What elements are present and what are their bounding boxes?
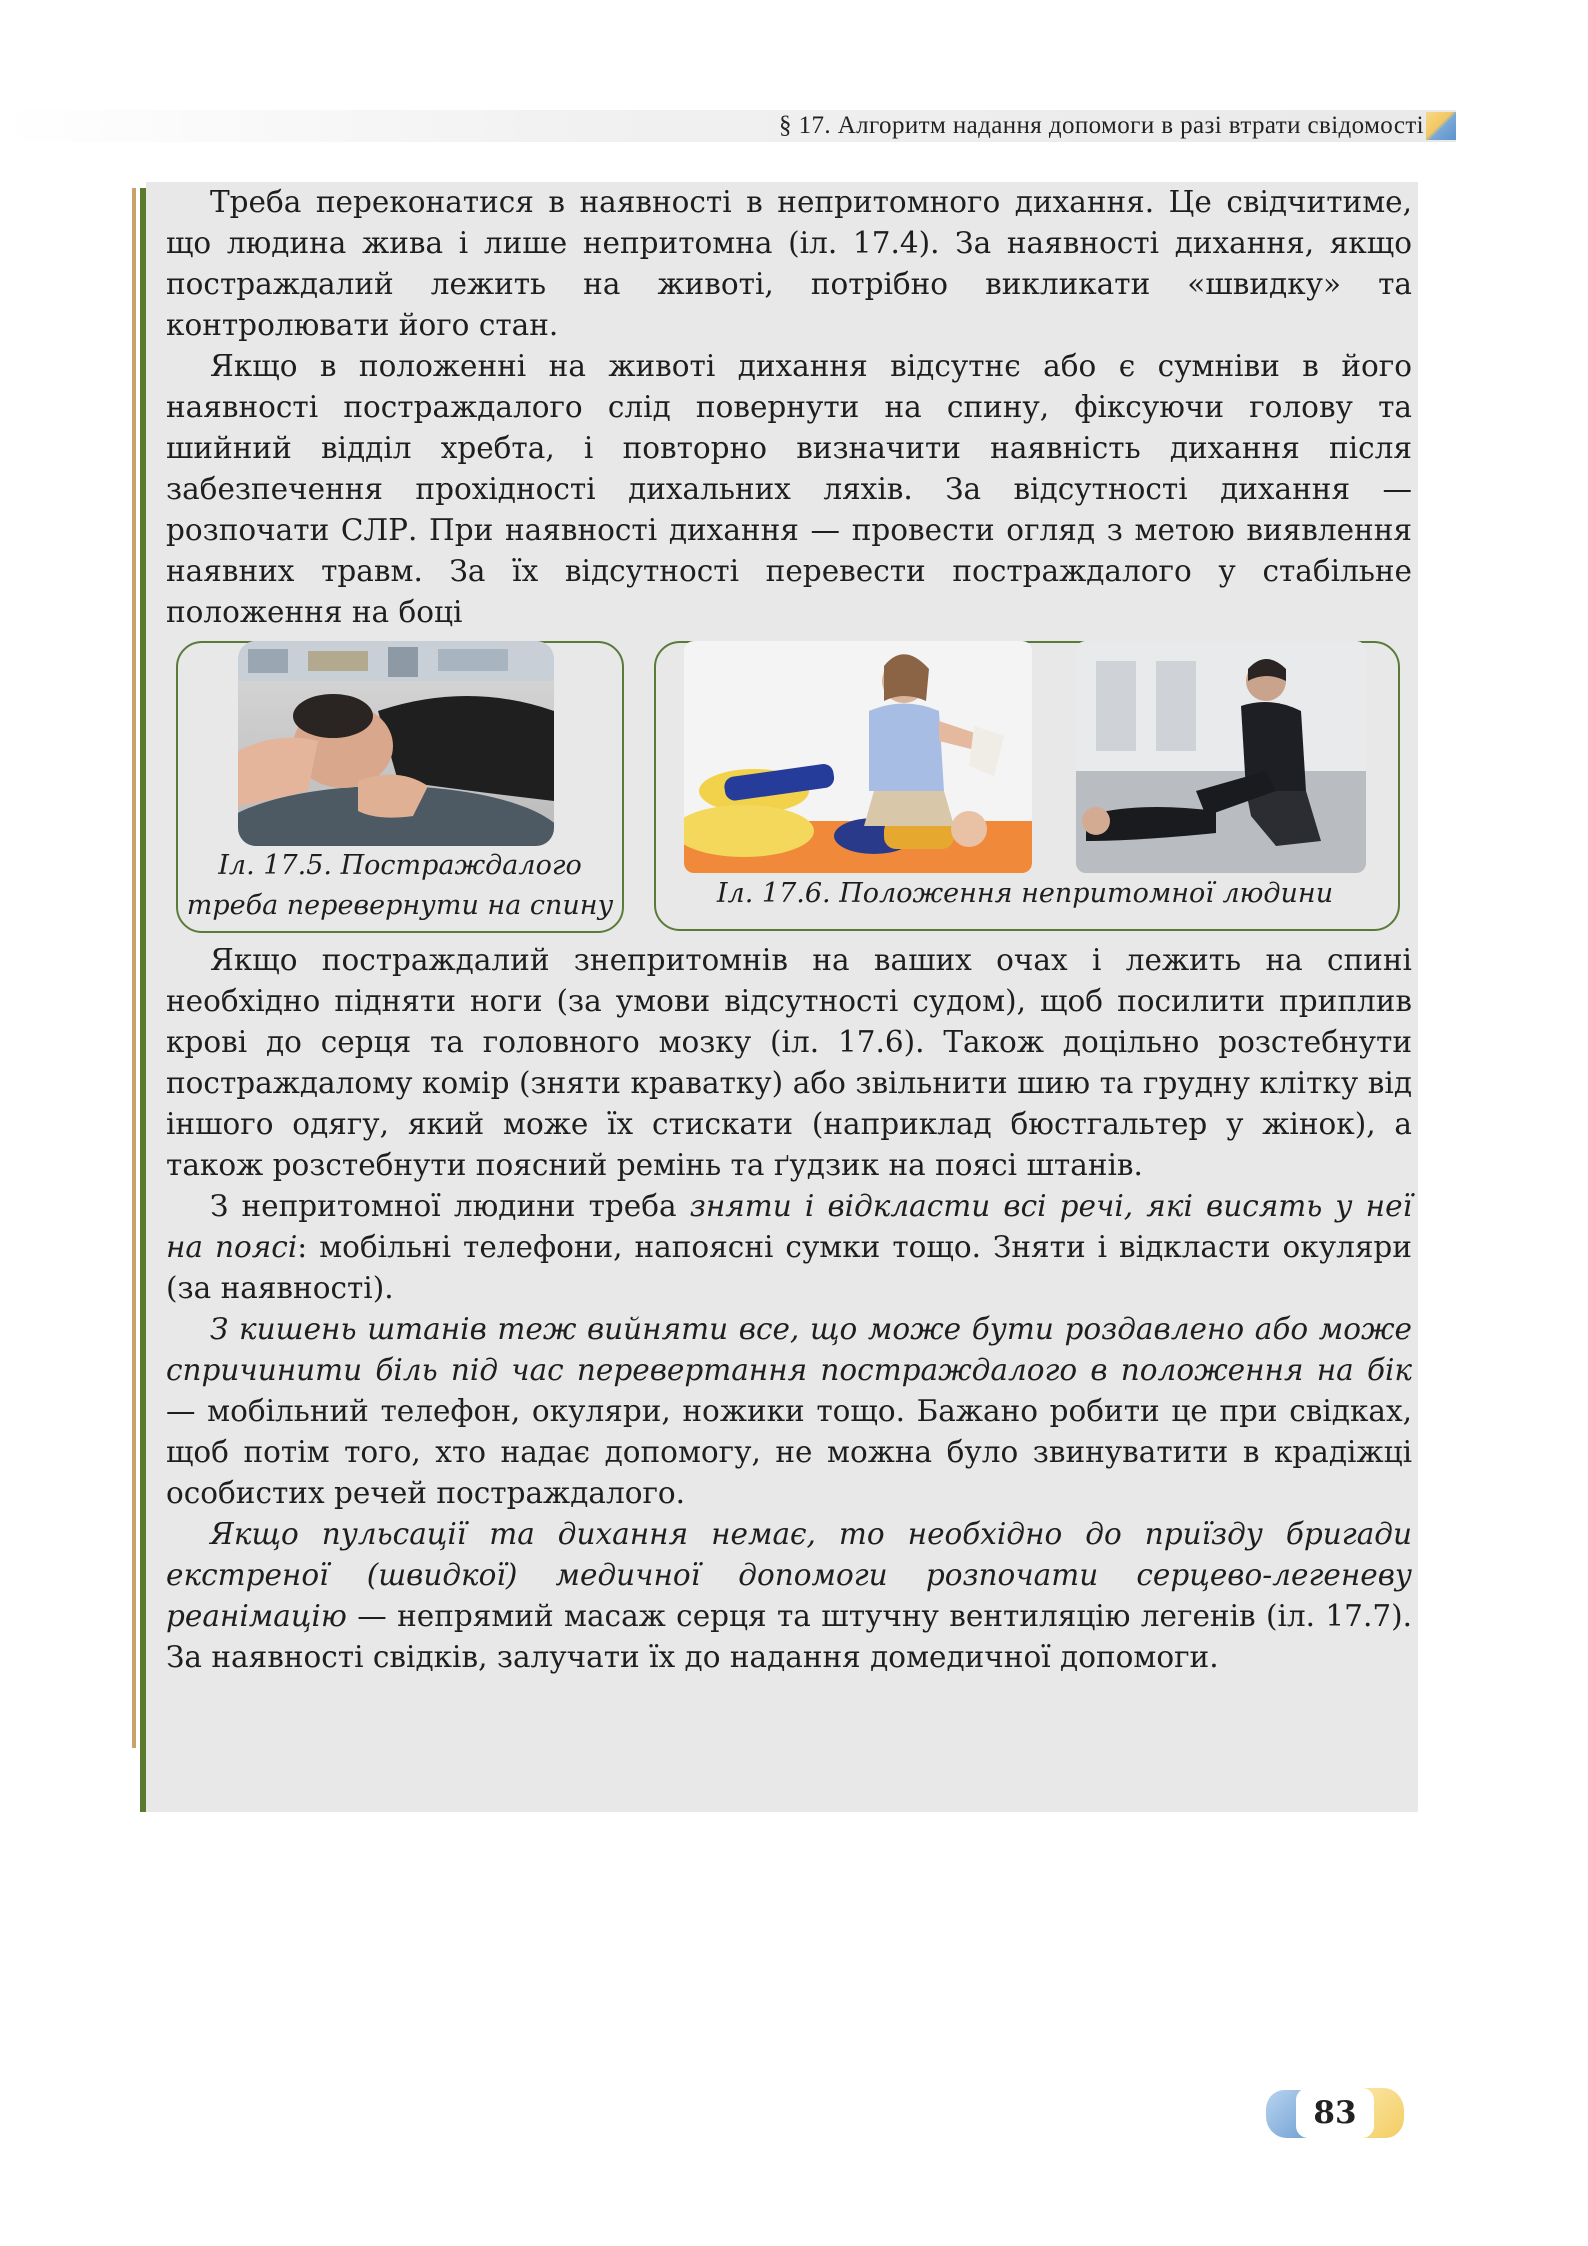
- italic-run: З кишень штанів теж вийняти все, що може бути роздавлено або може спричинити біль під час перевертання постраждалого в положення на бік: [166, 1312, 1412, 1387]
- text-block-bottom: [166, 940, 1412, 1678]
- text-block-top: [166, 182, 1412, 633]
- figure-17-5-caption-line2: треба перевернути на спину: [186, 890, 614, 921]
- header-corner-decoration: [1426, 112, 1456, 140]
- figure-17-5-caption: [176, 846, 624, 926]
- side-bar-dark: [140, 188, 146, 1812]
- figure-17-6-caption: Іл. 17.6. Положення непритомної людини: [716, 878, 1334, 909]
- side-bar-light: [132, 188, 136, 1748]
- paragraph: [166, 1186, 1412, 1309]
- italic-run: зняти і відкласти всі речі, які висять у неї на поясі: [166, 1189, 1412, 1264]
- page-number-badge: [1266, 2084, 1406, 2142]
- paragraph: [166, 1514, 1412, 1678]
- text-run: З непритомної людини треба: [210, 1189, 690, 1223]
- text-run: : мобільні телефони, напоясні сумки тощо. Зняти і відкласти окуляри (за наявності).: [166, 1230, 1412, 1305]
- paragraph: Якщо постраждалий знепритомнів на ваших очах і лежить на спині необхідно підняти ноги (за умови відсутності судом), щоб посилити приплив крові до серця та головного мозку (іл. 17.6). Також доцільно розстебнути постраждалому комір (зняти краватку) або звільнити шию та грудну клітку від іншого одягу, який може їх стискати (наприклад бюстгальтер у жінок), а також розстебнути поясний ремінь та ґудзик на поясі штанів.: [166, 943, 1412, 1182]
- figure-17-6-photo-left: [684, 641, 1032, 873]
- figure-17-6-photo-right: [1076, 641, 1366, 873]
- figure-17-5-photo: [238, 641, 554, 846]
- paragraph: Треба переконатися в наявності в непритомного дихання. Це свідчитиме, що людина жива і лише непритомна (іл. 17.4). За наявності дихання, якщо постраждалий лежить на животі, потрібно викликати «швидку» та контролювати його стан.: [166, 185, 1412, 342]
- paragraph: Якщо в положенні на животі дихання відсутнє або є сумніви в його наявності постраждалого слід повернути на спину, фіксуючи голову та шийний відділ хребта, і повторно визначити наявність дихання після забезпечення прохідності дихальних ляхів. За відсутності дихання — розпочати СЛР. При наявності дихання — провести огляд з метою виявлення наявних травм. За їх відсутності перевести постраждалого у стабільне положення на боці: [166, 349, 1412, 629]
- paragraph: [166, 1309, 1412, 1514]
- page-number: 83: [1296, 2088, 1374, 2138]
- text-run: — непрямий масаж серця та штучну вентиляцію легенів (іл. 17.7). За наявності свідків, залучати їх до надання домедичної допомоги.: [166, 1599, 1412, 1674]
- italic-run: Якщо пульсації та дихання немає, то необхідно до приїзду бригади екстреної (швидкої) медичної допомоги розпочати серцево-легеневу реанімацію: [166, 1517, 1412, 1633]
- text-run: — мобільний телефон, окуляри, ножики тощо. Бажано робити це при свідках, щоб потім того, хто надає допомогу, не можна було звинуватити в крадіжці особистих речей постраждалого.: [166, 1394, 1412, 1510]
- figure-17-5-caption-line1: Іл. 17.5. Постраждалого: [218, 850, 582, 881]
- section-title: § 17. Алгоритм надання допомоги в разі втрати свідомості: [779, 112, 1424, 139]
